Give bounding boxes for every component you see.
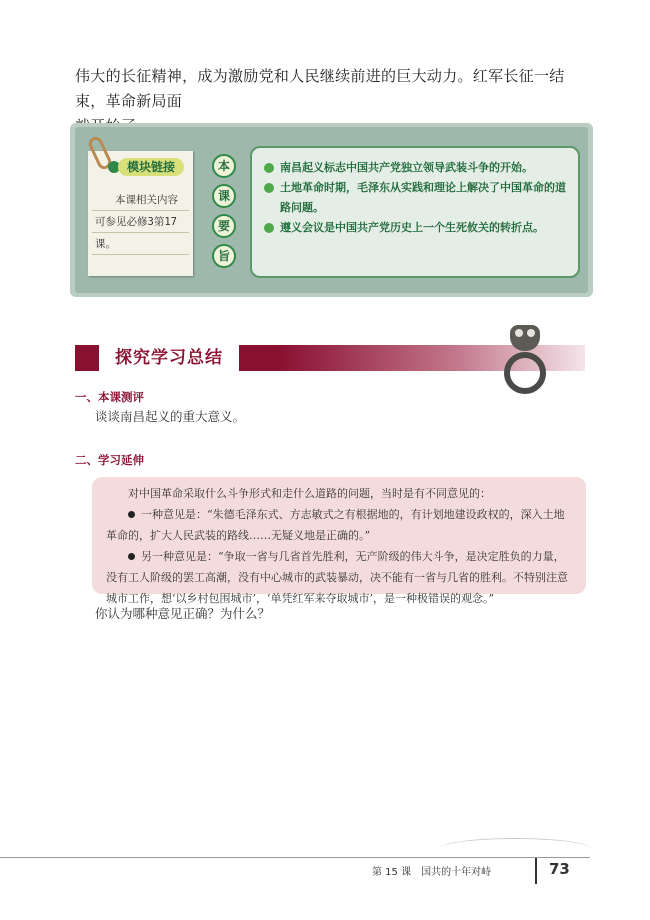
bullet-icon [128, 553, 135, 560]
section-header-square [75, 345, 94, 371]
quote-opinion-a [106, 504, 572, 546]
badge-ke: 课 [212, 184, 236, 208]
footer-lesson: 第 15 课 国共的十年对峙 [372, 867, 492, 878]
key-point-text: 南昌起义标志中国共产党独立领导武装斗争的开始。 [280, 161, 533, 174]
bullet-icon [128, 511, 135, 518]
door-knocker-ring-icon [504, 352, 546, 394]
subheading-extension: 二、学习延伸 [75, 453, 144, 467]
key-points-box [250, 146, 580, 278]
note-line-1: 本课相关内容 [115, 194, 178, 206]
intro-line-1: 伟大的长征精神，成为激励党和人民继续前进的巨大动力。红军长征一结束，革命新局面 [75, 67, 565, 110]
badge-zhi: 旨 [212, 244, 236, 268]
key-point-text: 土地革命时期，毛泽东从实践和理论上解决了中国革命的道路问题。 [280, 181, 566, 214]
badge-ben: 本 [212, 154, 236, 178]
evaluation-question: 谈谈南昌起义的重大意义。 [95, 409, 246, 424]
quote-opinion-b-text: 另一种意见是：“争取一省与几省首先胜利，无产阶级的伟大斗争，是决定胜负的力量，没有工人阶级的罢工高潮，没有中心城市的武装暴动，决不能有一省与几省的胜利。不特别注意城市工作，想‘以乡村包围城市’，‘单凭红军来夺取城市’，是一种极错误的观念。” [106, 550, 568, 605]
key-point [264, 178, 566, 218]
cloud-decoration-icon [440, 838, 590, 859]
bullet-icon [264, 163, 274, 173]
quote-box [92, 477, 586, 605]
key-point [264, 158, 566, 178]
note-text [95, 189, 190, 255]
key-point-text: 遵义会议是中国共产党历史上一个生死攸关的转折点。 [280, 221, 544, 234]
section-title: 探究学习总结 [99, 343, 239, 373]
note-line-3: 课。 [95, 238, 116, 250]
quote-intro: 对中国革命采取什么斗争形式和走什么道路的问题，当时是有不同意见的： [128, 487, 491, 500]
quote-opinion-a-text: 一种意见是：“朱德毛泽东式、方志敏式之有根据地的，有计划地建设政权的，深入土地革命的，扩大人民武装的路线……无疑义地是正确的。” [106, 508, 565, 542]
module-link-tag: 模块链接 [118, 158, 184, 176]
subheading-evaluation: 一、本课测评 [75, 390, 144, 404]
quote-opinion-b [106, 546, 572, 609]
footer-rule [0, 857, 590, 858]
footer-separator [535, 858, 537, 884]
key-point [264, 218, 566, 238]
discussion-question: 你认为哪种意见正确？为什么？ [95, 606, 271, 621]
bullet-icon [264, 223, 274, 233]
badge-yao: 要 [212, 214, 236, 238]
page-number: 73 [549, 860, 570, 878]
note-line-2: 可参见必修3第17 [95, 216, 177, 228]
bullet-icon [264, 183, 274, 193]
door-knocker-icon [510, 325, 540, 351]
